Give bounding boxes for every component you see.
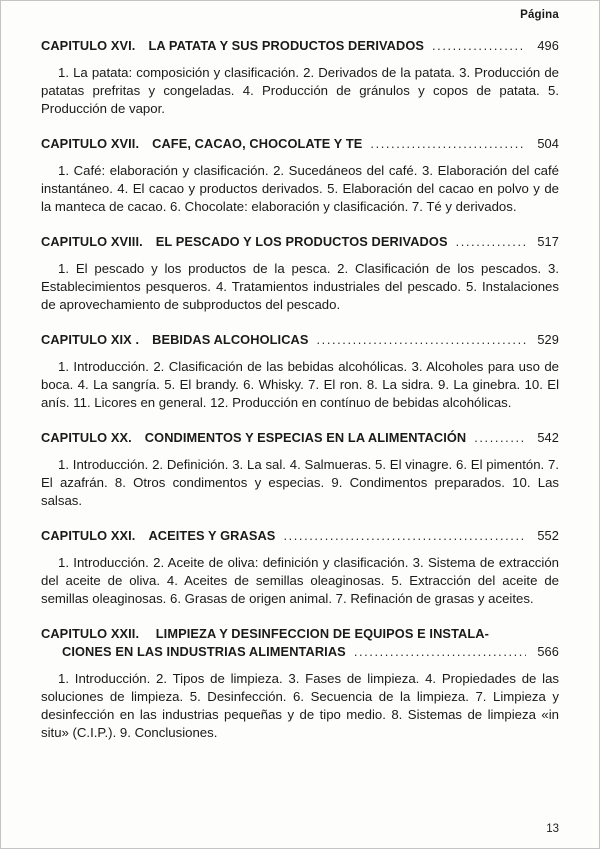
chapter-number-label: CAPITULO XVI.	[41, 38, 136, 53]
chapter-summary: 1. Introducción. 2. Definición. 3. La sal. 4. Salmueras. 5. El vinagre. 6. El pimentón. 7. El azafrán. 8. Otros condimentos y especias. 9. Condimentos preparados. 10. Las salsas.	[41, 457, 559, 508]
toc-entry	[41, 527, 559, 608]
chapter-page-number: 552	[537, 528, 559, 543]
chapter-title: EL PESCADO Y LOS PRODUCTOS DERIVADOS	[155, 234, 448, 249]
chapter-page-number: 566	[537, 644, 559, 659]
chapter-summary: 1. La patata: composición y clasificación. 2. Derivados de la patata. 3. Producción de patatas prefritas y congeladas. 4. Producción de gránulos y copos de patata. 5. Producción de vapor.	[41, 65, 559, 116]
dot-leader	[283, 527, 526, 543]
chapter-heading	[41, 135, 559, 153]
chapter-number-label: CAPITULO XX.	[41, 430, 132, 445]
chapter-heading-continued	[41, 643, 559, 661]
chapter-number-label: CAPITULO XIX .	[41, 332, 140, 347]
toc-entry	[41, 37, 559, 118]
chapter-number-label: CAPITULO XXII.	[41, 626, 140, 641]
dot-leader	[354, 643, 526, 659]
dot-leader	[317, 331, 526, 347]
chapter-page-number: 529	[537, 332, 559, 347]
chapter-page-number: 542	[537, 430, 559, 445]
chapter-number-label: CAPITULO XVIII.	[41, 234, 143, 249]
running-header-pagina: Página	[520, 9, 559, 21]
chapter-heading	[41, 37, 559, 55]
chapter-title: CAFE, CACAO, CHOCOLATE Y TE	[152, 136, 363, 151]
chapter-heading	[41, 429, 559, 447]
chapter-heading	[41, 331, 559, 349]
table-of-contents	[41, 37, 559, 742]
chapter-summary: 1. El pescado y los productos de la pesca. 2. Clasificación de los pescados. 3. Establecimientos pesqueros. 4. Tratamientos industriales del pescado. 5. Instalaciones de aprovechamiento de subproductos del pescado.	[41, 261, 559, 312]
toc-entry	[41, 625, 559, 742]
chapter-page-number: 496	[537, 38, 559, 53]
chapter-summary: 1. Introducción. 2. Clasificación de las bebidas alcohólicas. 3. Alcoholes para uso de boca. 4. La sangría. 5. El brandy. 6. Whisky. 7. El ron. 8. La sidra. 9. La ginebra. 10. El anís. 11. Licores en general. 12. Producción en contínuo de bebidas alcohólicas.	[41, 359, 559, 410]
chapter-title-continuation: CIONES EN LAS INDUSTRIAS ALIMENTARIAS	[62, 644, 346, 659]
chapter-page-number: 504	[537, 136, 559, 151]
chapter-number-label: CAPITULO XXI.	[41, 528, 136, 543]
dot-leader	[370, 135, 526, 151]
dot-leader	[432, 37, 526, 53]
chapter-title: LIMPIEZA Y DESINFECCION DE EQUIPOS E INSTALA-	[155, 626, 489, 641]
chapter-number-label: CAPITULO XVII.	[41, 136, 140, 151]
toc-entry	[41, 135, 559, 216]
chapter-heading	[41, 625, 559, 643]
chapter-title: BEBIDAS ALCOHOLICAS	[152, 332, 309, 347]
page-header	[41, 9, 559, 21]
chapter-summary: 1. Introducción. 2. Aceite de oliva: definición y clasificación. 3. Sistema de extracción del aceite de oliva. 4. Aceites de semillas oleaginosas. 5. Extracción del aceite de semillas oleaginosas. 6. Grasas de origen animal. 7. Refinación de grasas y aceites.	[41, 555, 559, 606]
chapter-heading	[41, 233, 559, 251]
chapter-title: ACEITES Y GRASAS	[148, 528, 276, 543]
toc-entry	[41, 429, 559, 510]
page-footer	[546, 823, 559, 835]
chapter-title: CONDIMENTOS Y ESPECIAS EN LA ALIMENTACIÓN	[144, 430, 467, 445]
chapter-summary: 1. Café: elaboración y clasificación. 2. Sucedáneos del café. 3. Elaboración del café instantáneo. 4. El cacao y productos derivados. 5. Elaboración del cacao en polvo y de la manteca de cacao. 6. Chocolate: elaboración y clasificación. 7. Té y derivados.	[41, 163, 559, 214]
chapter-summary: 1. Introducción. 2. Tipos de limpieza. 3. Fases de limpieza. 4. Propiedades de las soluciones de limpieza. 5. Desinfección. 6. Secuencia de la limpieza. 7. Limpieza y desinfección en las industrias pequeñas y de tipo medio. 8. Sistemas de limpieza «in situ» (C.I.P.). 9. Conclusiones.	[41, 671, 559, 740]
dot-leader	[474, 429, 526, 445]
toc-entry	[41, 331, 559, 412]
dot-leader	[456, 233, 526, 249]
chapter-heading	[41, 527, 559, 545]
chapter-title: LA PATATA Y SUS PRODUCTOS DERIVADOS	[148, 38, 425, 53]
folio-page-number: 13	[546, 823, 559, 835]
chapter-page-number: 517	[537, 234, 559, 249]
toc-entry	[41, 233, 559, 314]
